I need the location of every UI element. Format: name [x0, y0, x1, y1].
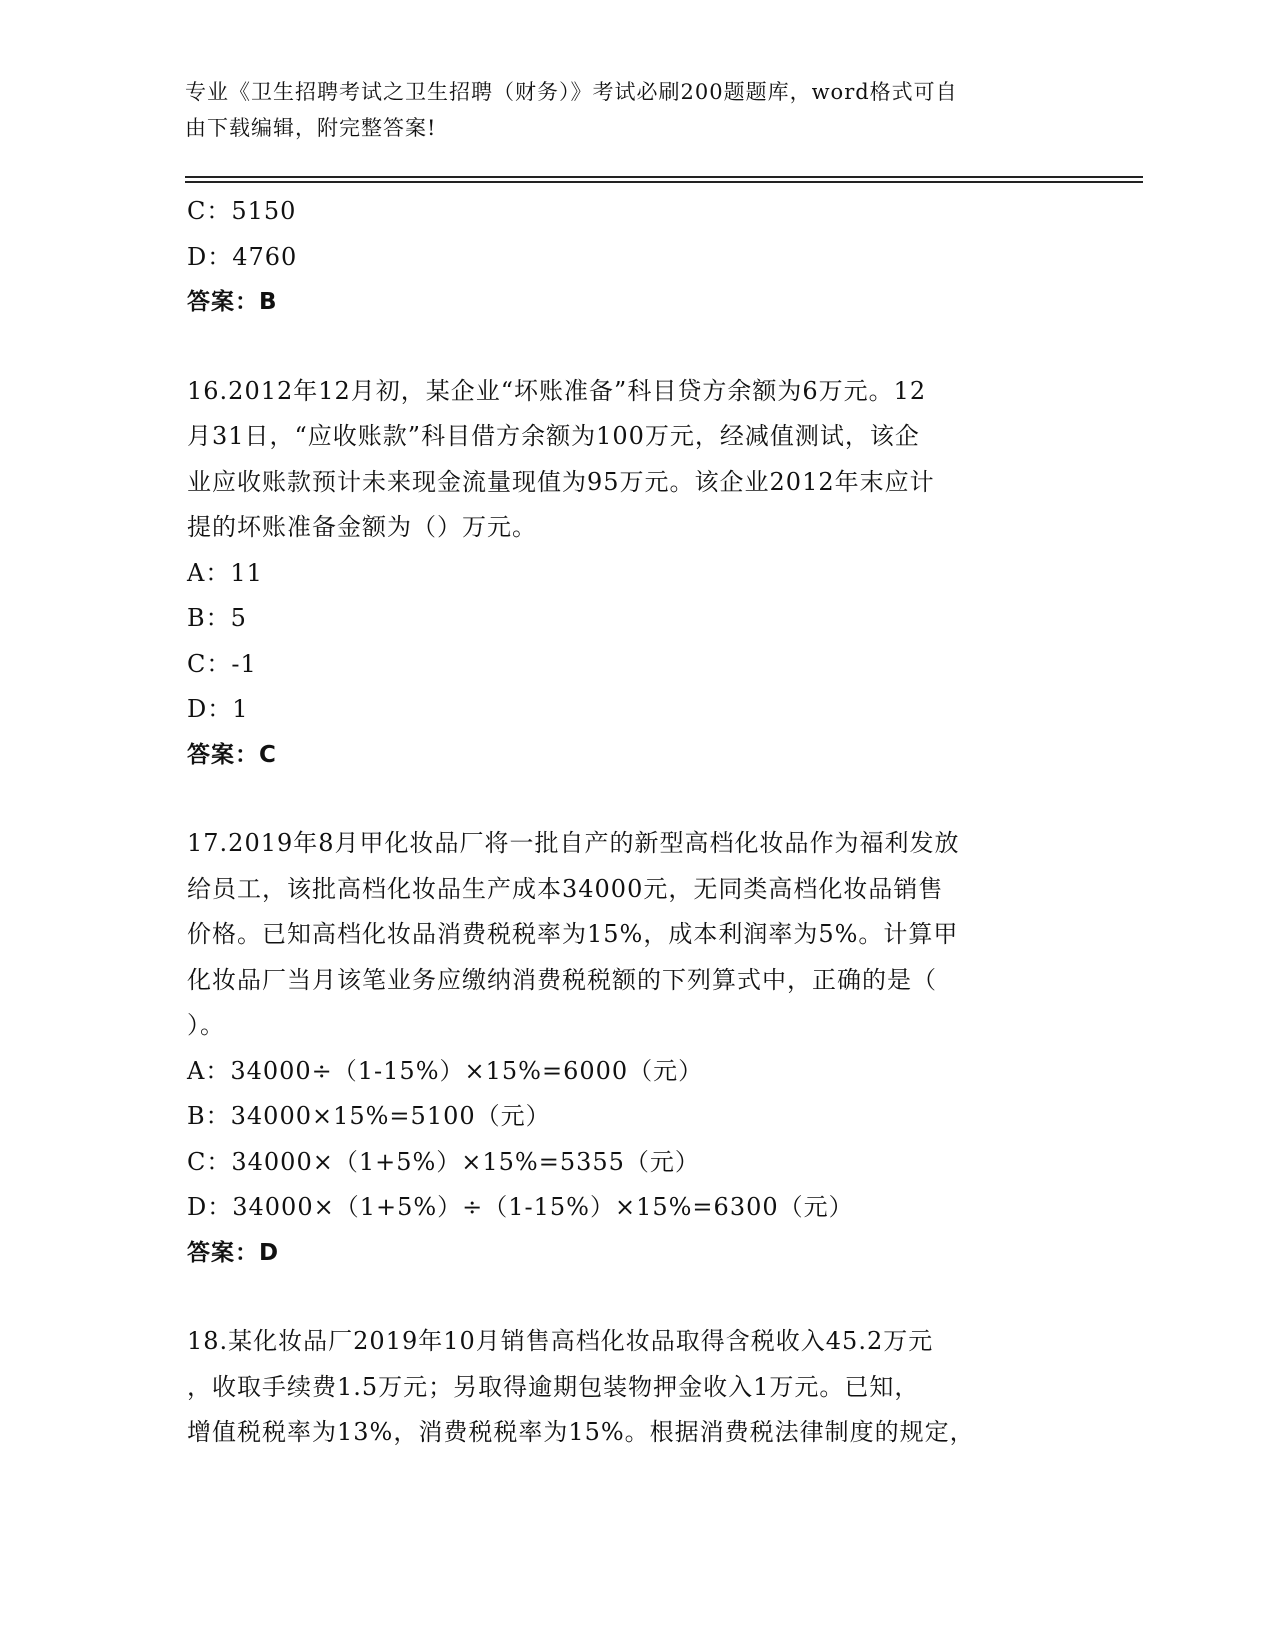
option-d: D：4760: [187, 242, 298, 271]
question-17: [187, 821, 1087, 1276]
question-16: [187, 369, 1087, 779]
question-stem-line: 价格。已知高档化妆品消费税税率为15%，成本利润率为5%。计算甲: [187, 920, 959, 948]
question-18: [187, 1319, 1087, 1456]
question-stem-line: 增值税税率为13%，消费税税率为15%。根据消费税法律制度的规定，: [187, 1418, 975, 1446]
question-stem-line: 17.2019年8月甲化妆品厂将一批自产的新型高档化妆品作为福利发放: [187, 829, 960, 857]
question-stem-line: 18.某化妆品厂2019年10月销售高档化妆品取得含税收入45.2万元: [187, 1327, 934, 1355]
question-stem-line: 16.2012年12月初，某企业“坏账准备”科目贷方余额为6万元。12: [187, 376, 927, 405]
option-b: B：34000×15%=5100（元）: [187, 1102, 551, 1130]
question-stem-line: 给员工，该批高档化妆品生产成本34000元，无同类高档化妆品销售: [187, 874, 944, 903]
header-line-1: 专业《卫生招聘考试之卫生招聘（财务）》考试必刷200题题库，word格式可自: [185, 80, 958, 104]
question-stem-line: ，收取手续费1.5万元；另取得逾期包装物押金收入1万元。已知，: [187, 1372, 920, 1401]
page-header: [185, 74, 1065, 146]
question-stem-line: 提的坏账准备金额为（）万元。: [187, 513, 537, 541]
answer-line: 答案：C: [187, 741, 277, 768]
option-b: B：5: [187, 604, 247, 632]
option-c: C：34000×（1+5%）×15%=5355（元）: [187, 1147, 700, 1176]
option-d: D：1: [187, 695, 249, 723]
document-body: [187, 189, 1087, 1456]
question-stem-line: 化妆品厂当月该笔业务应缴纳消费税税额的下列算式中，正确的是（: [187, 965, 937, 994]
question-stem-line: 业应收账款预计未来现金流量现值为95万元。该企业2012年末应计: [187, 467, 935, 496]
question-stem-line: 月31日，“应收账款”科目借方余额为100万元，经减值测试，该企: [187, 422, 920, 450]
option-d: D：34000×（1+5%）÷（1-15%）×15%=6300（元）: [187, 1193, 854, 1221]
question-stem-line: ）。: [187, 1011, 225, 1039]
option-a: A：11: [187, 558, 263, 587]
header-line-2: 由下载编辑，附完整答案!: [185, 116, 437, 140]
answer-line: 答案：D: [187, 1239, 280, 1266]
option-a: A：34000÷（1-15%）×15%=6000（元）: [187, 1056, 704, 1085]
header-divider-top: [185, 176, 1143, 178]
option-c: C：-1: [187, 649, 257, 678]
answer-line: 答案：B: [187, 289, 278, 315]
option-c: C：5150: [187, 197, 297, 225]
header-divider-bottom: [185, 181, 1143, 183]
